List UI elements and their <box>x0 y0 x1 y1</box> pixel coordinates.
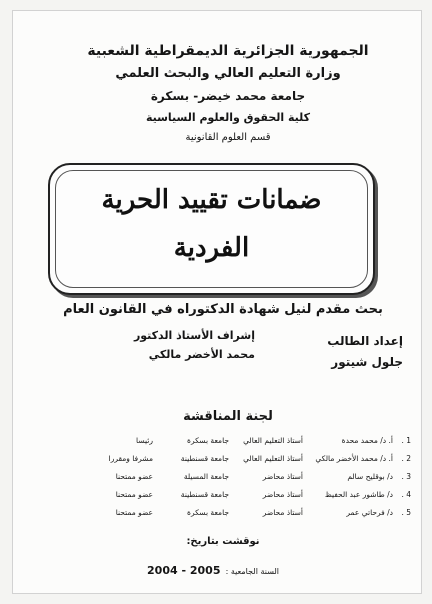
committee-row <box>13 436 423 454</box>
member-name: د/ فرحاتي عمر <box>346 508 393 517</box>
member-number: 4 . <box>401 490 411 499</box>
preparation-label: إعداد الطالب <box>327 334 403 348</box>
university-heading: جامعة محمد خيضر- بسكرة <box>150 89 306 103</box>
member-rank: أستاذ التعليم العالي <box>243 436 303 445</box>
committee-row <box>13 508 423 526</box>
member-university: جامعة بسكرة <box>187 436 229 445</box>
defense-date-label: نوقشت بتاريخ: <box>186 536 260 547</box>
member-number: 5 . <box>401 508 411 517</box>
member-rank: أستاذ التعليم العالي <box>243 454 303 463</box>
academic-year-value: 2005 - 2004 <box>147 564 221 577</box>
academic-year-label: السنة الجامعية : <box>225 567 279 576</box>
member-rank: أستاذ محاضر <box>262 490 303 499</box>
member-number: 1 . <box>401 436 411 445</box>
member-number: 3 . <box>401 472 411 481</box>
member-university: جامعة قسنطينة <box>180 490 229 499</box>
member-role: رئيسا <box>136 436 153 445</box>
committee-row <box>13 490 423 508</box>
republic-heading: الجمهورية الجزائرية الديمقراطية الشعبية <box>87 43 369 59</box>
member-name: أ. د/ محمد الأخضر مالكي <box>315 454 393 463</box>
document-page <box>12 10 422 594</box>
department-heading: قسم العلوم القانونية <box>185 132 271 143</box>
student-name: جلول شيتور <box>331 355 403 369</box>
thesis-title-line-2: الفردية <box>173 233 250 263</box>
member-name: د/ بوقليح سالم <box>347 472 393 481</box>
member-role: مشرفا ومقررا <box>108 454 153 463</box>
member-university: جامعة قسنطينة <box>180 454 229 463</box>
committee-row <box>13 472 423 490</box>
academic-year <box>93 559 333 578</box>
supervision-label: إشراف الأستاذ الدكتور <box>133 329 255 342</box>
committee-row <box>13 454 423 472</box>
member-role: عضو ممتحنا <box>115 508 153 517</box>
ministry-heading: وزارة التعليم العالي والبحث العلمي <box>115 66 341 81</box>
member-name: د/ طاشور عبد الحفيظ <box>324 490 393 499</box>
member-number: 2 . <box>401 454 411 463</box>
thesis-title-line-1: ضمانات تقييد الحرية <box>101 185 322 215</box>
member-rank: أستاذ محاضر <box>262 472 303 481</box>
member-university: جامعة بسكرة <box>187 508 229 517</box>
title-frame <box>48 163 375 295</box>
member-rank: أستاذ محاضر <box>262 508 303 517</box>
faculty-heading: كلية الحقوق والعلوم السياسية <box>145 111 311 124</box>
member-university: جامعة المسيلة <box>183 472 229 481</box>
supervisor-name: محمد الأخضر مالكي <box>148 348 255 361</box>
member-name: أ. د/ محمد محدة <box>341 436 393 445</box>
member-role: عضو ممتحنا <box>115 490 153 499</box>
committee-title: لجنة المناقشة <box>183 409 273 424</box>
member-role: عضو ممتحنا <box>115 472 153 481</box>
thesis-note: بحث مقدم لنيل شهادة الدكتوراه في القانون العام <box>63 302 383 317</box>
